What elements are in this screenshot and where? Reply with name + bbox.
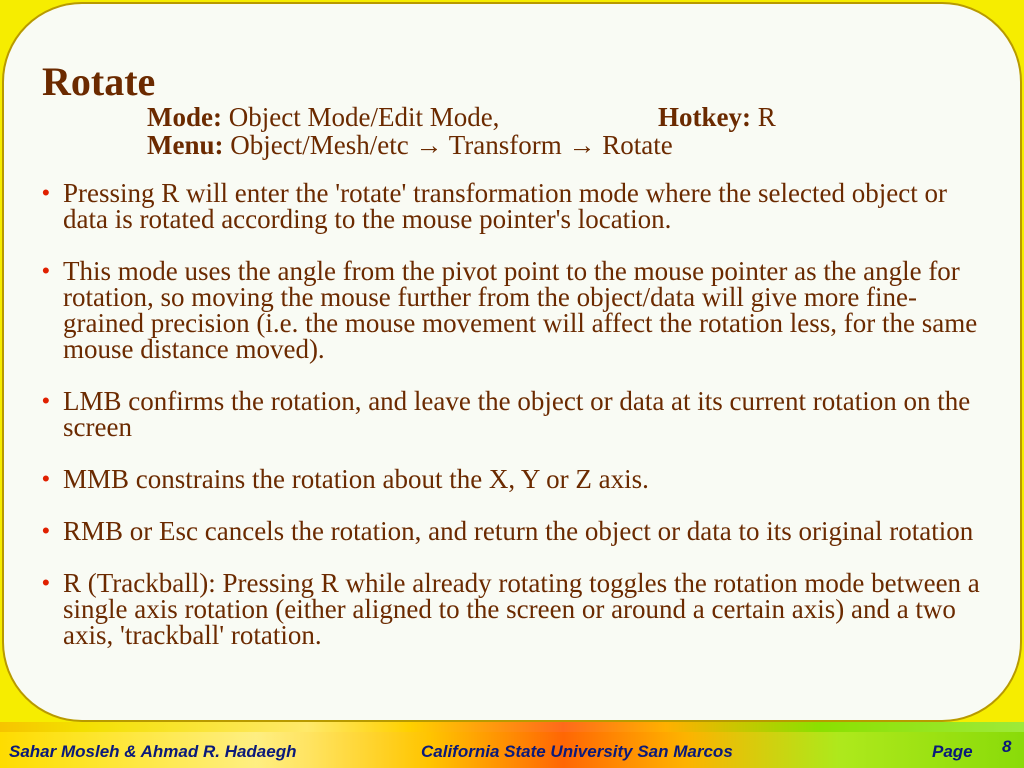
menu-label: Menu: (147, 130, 224, 160)
mode-label: Mode: (147, 102, 222, 132)
bullet-text: RMB or Esc cancels the rotation, and return the object or data to its original rotation (63, 516, 974, 546)
bullet-icon: • (42, 466, 50, 491)
bullet-item (42, 518, 992, 544)
bullet-icon: • (42, 570, 50, 595)
hotkey-line (658, 102, 776, 132)
hotkey-value: R (750, 102, 776, 132)
bullet-item (42, 570, 992, 648)
bullet-icon: • (42, 388, 50, 413)
footer-page-number: 8 (1002, 737, 1012, 756)
bullet-text: Pressing R will enter the 'rotate' transformation mode where the selected object or data is rotated according to the mouse pointer's location. (63, 178, 947, 234)
menu-value: Object/Mesh/etc → Transform → Rotate (223, 130, 673, 160)
menu-line (147, 130, 673, 160)
bullet-text: This mode uses the angle from the pivot point to the mouse pointer as the angle for rotation, so moving the mouse further from the object/data will give more fine-grained precision (i.e. the mouse movement will affect the rotation less, for the same mouse distance moved). (63, 256, 978, 364)
bullet-icon: • (42, 518, 50, 543)
bullet-list (42, 180, 992, 674)
bullet-item (42, 388, 992, 440)
bullet-text: MMB constrains the rotation about the X, Y or Z axis. (63, 464, 649, 494)
hotkey-label: Hotkey: (658, 102, 751, 132)
bullet-icon: • (42, 258, 50, 283)
mode-value: Object Mode/Edit Mode, (221, 102, 500, 132)
bullet-text: LMB confirms the rotation, and leave the object or data at its current rotation on the screen (63, 386, 971, 442)
slide-title: Rotate (42, 59, 156, 104)
bullet-text: R (Trackball): Pressing R while already rotating toggles the rotation mode between a single axis rotation (either aligned to the screen or around a certain axis) and a two axis, 'trackball' rotation. (63, 568, 980, 650)
bullet-icon: • (42, 180, 50, 205)
mode-line (147, 102, 499, 132)
footer-university: California State University San Marcos (421, 742, 733, 761)
bullet-item (42, 180, 992, 232)
bullet-item (42, 258, 992, 362)
bullet-item (42, 466, 992, 492)
footer-page-label: Page (932, 742, 973, 761)
footer-authors: Sahar Mosleh & Ahmad R. Hadaegh (9, 742, 297, 761)
